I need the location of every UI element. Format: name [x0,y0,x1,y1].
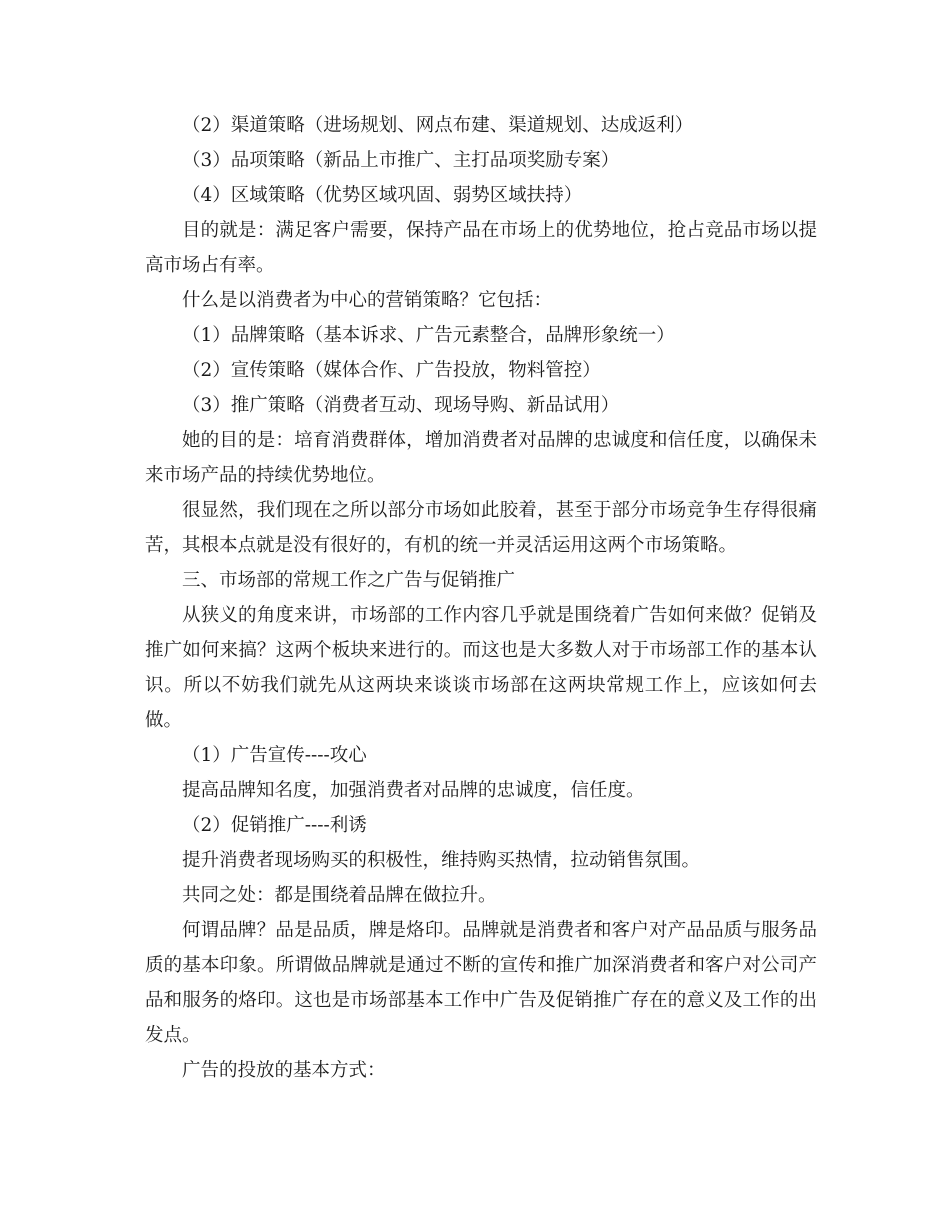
sales-promotion-item: （2）促销推广----利诱 [182,815,367,836]
sales-promotion-description: 提升消费者现场购买的积极性，维持购买热情，拉动销售氛围。 [182,850,701,871]
brand-definition-paragraph: 何谓品牌？品是品质，牌是烙印。品牌就是消费者和客户对产品品质与服务品质的基本印象。所谓做品牌就是通过不断的宣传和推广加深消费者和客户对公司产品和服务的烙印。这也是市场部基本工作中广告及促销推广存在的意义及工作的出发点。 [145,920,817,1046]
brand-strategy-item: （1）品牌策略（基本诉求、广告元素整合，品牌形象统一） [182,325,675,346]
narrow-sense-paragraph: 从狭义的角度来讲，市场部的工作内容几乎就是围绕着广告如何来做？促销及推广如何来搞？这两个板块来进行的。而这也是大多数人对于市场部工作的基本认识。所以不妨我们就先从这两块来谈谈市场部在这两块常规工作上，应该如何去做。 [145,605,817,731]
product-strategy-item: （3）品项策略（新品上市推广、主打品项奖励专案） [182,150,620,171]
advertising-description: 提高品牌知名度，加强消费者对品牌的忠诚度，信任度。 [182,780,645,801]
purpose-paragraph: 目的就是：满足客户需要，保持产品在市场上的优势地位，抢占竞品市场以提高市场占有率。 [145,220,817,276]
promotion-strategy-item: （3）推广策略（消费者互动、现场导购、新品试用） [182,395,620,416]
advertising-item: （1）广告宣传----攻心 [182,745,367,766]
section-heading-three: 三、市场部的常规工作之广告与促销推广 [182,570,516,591]
consumer-purpose-paragraph: 她的目的是：培育消费群体，增加消费者对品牌的忠诚度和信任度，以确保未来市场产品的持续优势地位。 [145,430,817,486]
common-point-paragraph: 共同之处：都是围绕着品牌在做拉升。 [182,885,497,906]
advertising-methods-heading: 广告的投放的基本方式： [182,1060,386,1081]
document-body [145,108,817,1088]
consumer-strategy-question: 什么是以消费者为中心的营销策略？它包括： [182,290,553,311]
market-analysis-paragraph: 很显然，我们现在之所以部分市场如此胶着，甚至于部分市场竞争生存得很痛苦，其根本点就是没有很好的，有机的统一并灵活运用这两个市场策略。 [145,500,817,556]
publicity-strategy-item: （2）宣传策略（媒体合作、广告投放，物料管控） [182,360,601,381]
channel-strategy-item: （2）渠道策略（进场规划、网点布建、渠道规划、达成返利） [182,115,694,136]
regional-strategy-item: （4）区域策略（优势区域巩固、弱势区域扶持） [182,185,583,206]
